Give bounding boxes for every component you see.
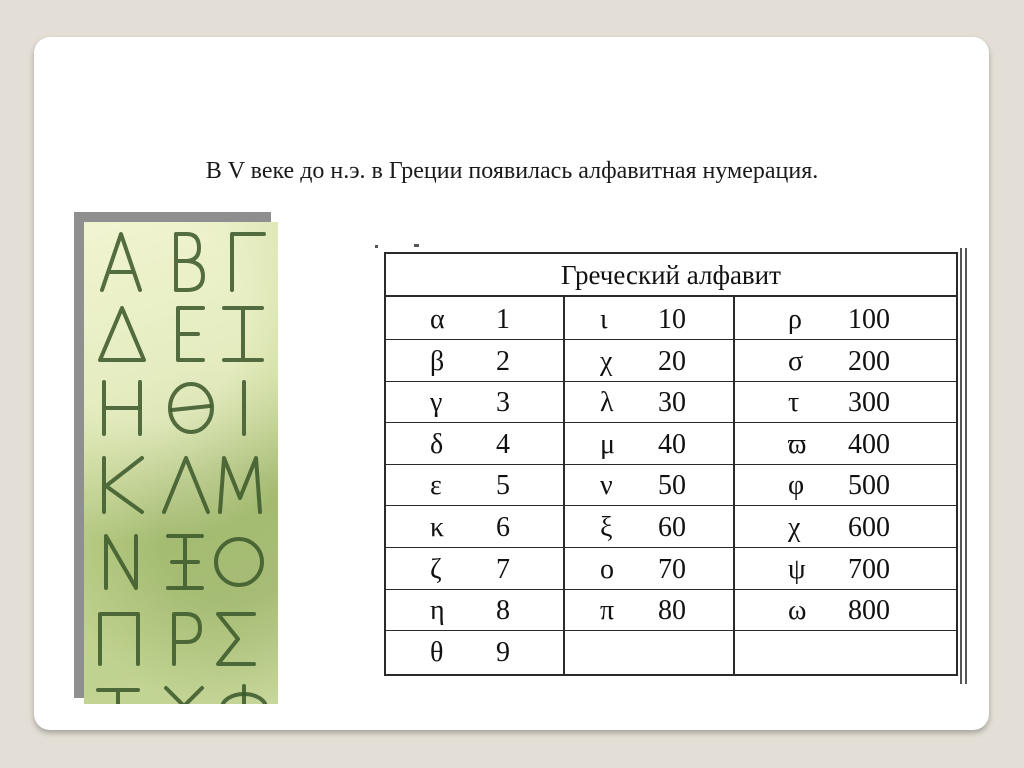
tablet-letter-theta: [170, 384, 212, 432]
numeric-value-cell: 400: [848, 428, 890, 460]
greek-letter-cell: ϖ: [788, 428, 807, 460]
greek-letter-cell: ρ: [788, 304, 802, 335]
table-row: [386, 590, 956, 631]
table-row: [386, 632, 956, 673]
table-row: [386, 382, 956, 423]
table-row: [386, 424, 956, 465]
numeric-value-cell: 4: [496, 428, 510, 460]
table-title: Греческий алфавит: [386, 254, 956, 297]
greek-letter-cell: ω: [788, 595, 807, 627]
greek-letter-cell: φ: [788, 470, 805, 502]
table-row: [386, 465, 956, 506]
tablet-letter-lambda: [164, 458, 208, 512]
tablet-letter-phi: [222, 686, 266, 704]
greek-letter-cell: ο: [600, 553, 614, 585]
tablet-letter-epsilon: [178, 308, 203, 360]
numeric-value-cell: 600: [848, 512, 890, 543]
numeric-value-cell: 5: [496, 470, 510, 502]
tablet-letter-tau: [98, 690, 138, 704]
tablet-letter-nu: [106, 536, 136, 588]
greek-letter-cell: ζ: [430, 553, 442, 585]
numeric-value-cell: 6: [496, 512, 510, 543]
numeric-value-cell: 40: [658, 428, 686, 460]
tablet-letter-sigma: [218, 614, 254, 664]
numeric-value-cell: 700: [848, 553, 890, 585]
greek-alphabet-table: [384, 252, 958, 676]
tablet-letter-rho: [174, 614, 200, 664]
greek-letter-cell: δ: [430, 428, 444, 460]
tablet-letter-xi-bar: [224, 308, 262, 360]
numeric-value-cell: 2: [496, 345, 510, 377]
greek-letter-cell: ψ: [788, 553, 806, 585]
scan-artifact-line: [960, 248, 962, 684]
tablet-letter-alpha: [102, 234, 140, 290]
numeric-value-cell: 200: [848, 345, 890, 377]
numeric-value-cell: 50: [658, 470, 686, 502]
tablet-letter-eta: [104, 382, 140, 434]
greek-letter-cell: γ: [430, 387, 443, 419]
tablet-letter-pi: [100, 614, 138, 664]
tablet-letter-beta: [176, 234, 203, 290]
numeric-value-cell: 10: [658, 304, 686, 335]
numeric-value-cell: 9: [496, 636, 510, 668]
numeric-value-cell: 3: [496, 387, 510, 419]
greek-letter-cell: π: [600, 595, 615, 627]
greek-letter-cell: θ: [430, 636, 444, 668]
scan-artifact-line: [375, 245, 378, 248]
numeric-value-cell: 70: [658, 553, 686, 585]
greek-letter-cell: ι: [600, 304, 608, 335]
numeric-value-cell: 100: [848, 304, 890, 335]
tablet-letter-upsilon: [166, 688, 202, 704]
table-row: [386, 299, 956, 340]
greek-letter-cell: τ: [788, 387, 800, 419]
greek-letter-cell: η: [430, 595, 445, 627]
greek-letter-cell: ν: [600, 470, 613, 502]
scan-artifact-line: [965, 248, 967, 684]
slide-caption: В V веке до н.э. в Греции появилась алфавитная нумерация.: [205, 158, 819, 184]
tablet-letter-gamma: [232, 234, 264, 290]
table-row: [386, 341, 956, 382]
greek-letter-cell: χ: [600, 345, 613, 377]
numeric-value-cell: 30: [658, 387, 686, 419]
greek-letter-cell: μ: [600, 428, 616, 460]
tablet-letter-kappa: [104, 458, 142, 512]
numeric-value-cell: 1: [496, 304, 510, 335]
numeric-value-cell: 800: [848, 595, 890, 627]
greek-letter-cell: κ: [430, 512, 445, 543]
numeric-value-cell: 80: [658, 595, 686, 627]
greek-letter-cell: α: [430, 304, 445, 335]
numeric-value-cell: 7: [496, 553, 510, 585]
scan-artifact-line: [414, 244, 419, 247]
greek-letter-cell: λ: [600, 387, 614, 419]
tablet-letter-delta: [100, 308, 144, 360]
numeric-value-cell: 500: [848, 470, 890, 502]
numeric-value-cell: 8: [496, 595, 510, 627]
tablet-letter-mu: [220, 458, 260, 512]
greek-letter-cell: χ: [788, 512, 801, 543]
greek-letter-cell: ξ: [600, 512, 613, 543]
numeric-value-cell: 300: [848, 387, 890, 419]
numeric-value-cell: 20: [658, 345, 686, 377]
greek-stone-tablet: [84, 222, 278, 704]
tablet-letter-omicron: [216, 539, 262, 585]
greek-letter-cell: ε: [430, 470, 442, 502]
greek-letter-cell: β: [430, 345, 445, 377]
tablet-letter-xi: [168, 536, 202, 588]
table-row: [386, 507, 956, 548]
greek-letter-cell: σ: [788, 345, 804, 377]
table-row: [386, 549, 956, 590]
numeric-value-cell: 60: [658, 512, 686, 543]
